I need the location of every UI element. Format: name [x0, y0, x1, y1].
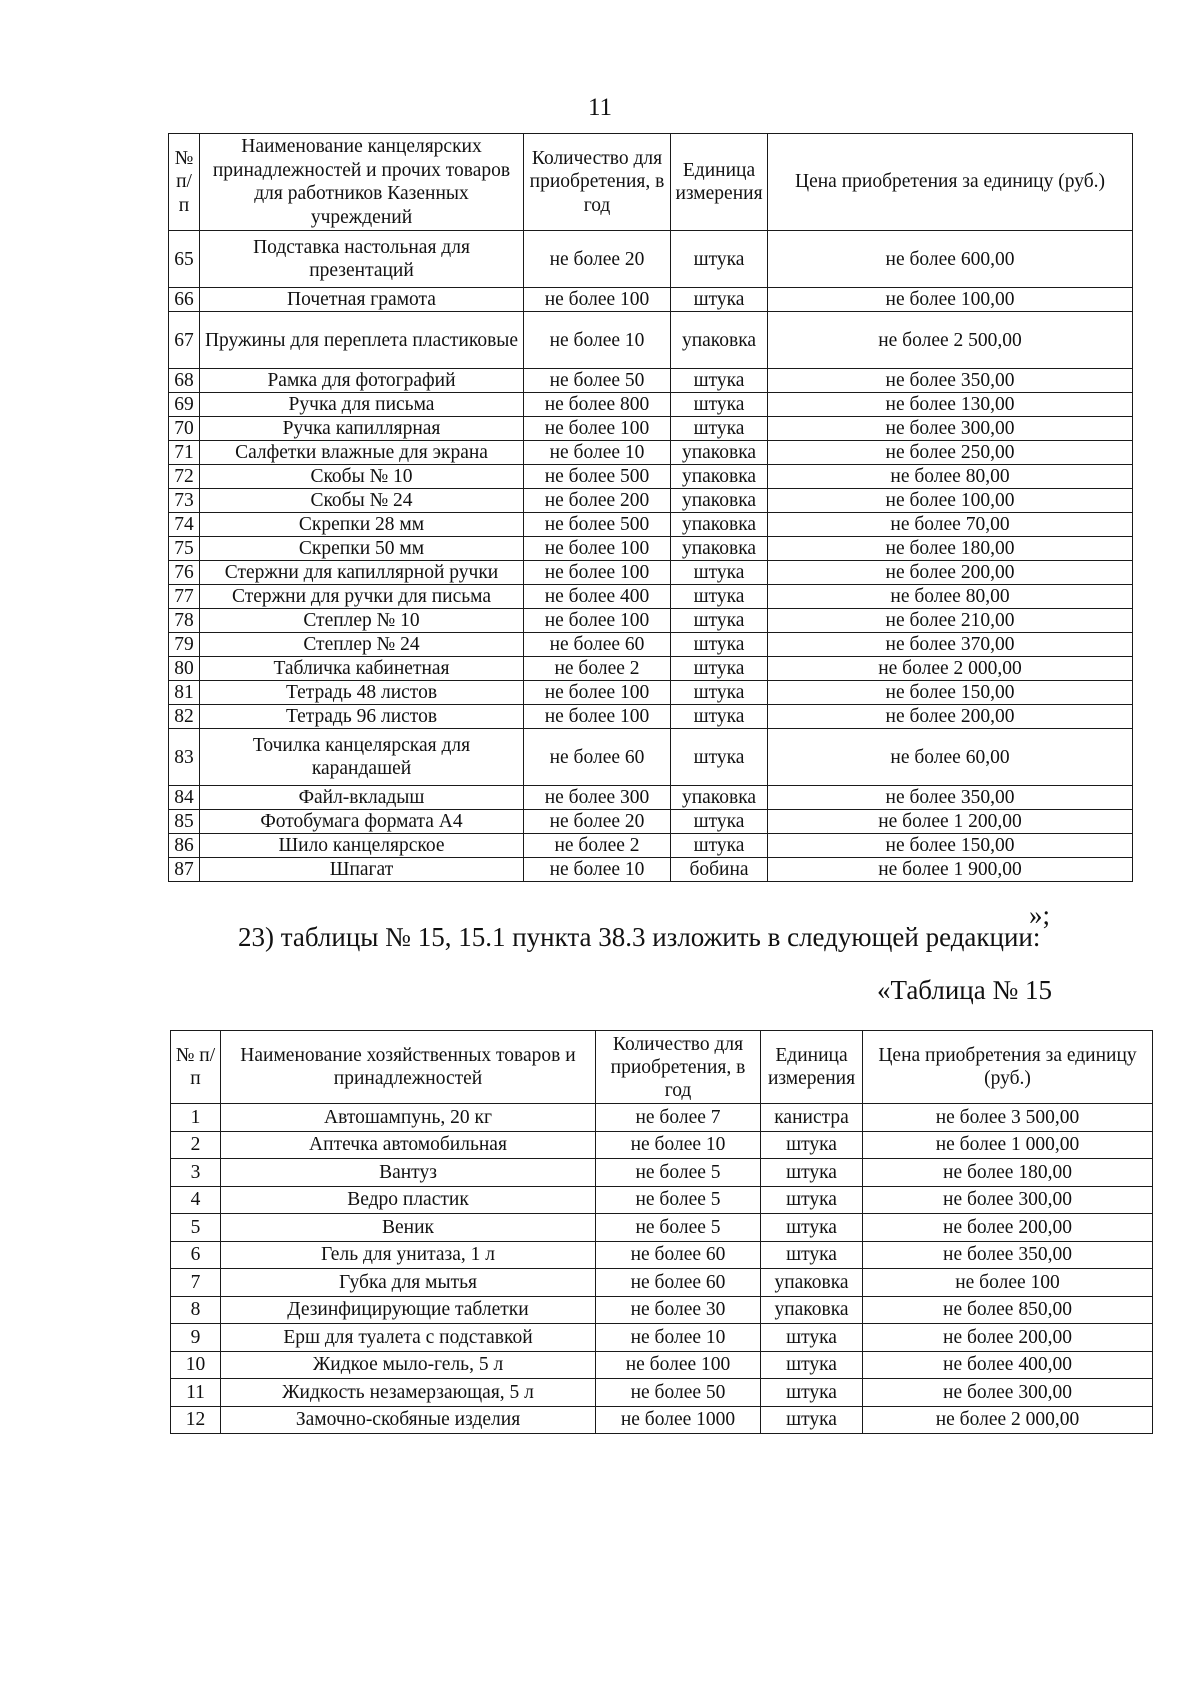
- cell-qty: не более 60: [596, 1269, 761, 1297]
- cell-num: 10: [171, 1351, 221, 1379]
- cell-num: 6: [171, 1241, 221, 1269]
- cell-name: Табличка кабинетная: [200, 657, 524, 681]
- table-row: [171, 1406, 1153, 1434]
- cell-num: 9: [171, 1324, 221, 1352]
- cell-num: 87: [169, 858, 200, 882]
- table-row: [169, 633, 1133, 657]
- table-header-row: [169, 134, 1133, 231]
- cell-price: не более 200,00: [768, 561, 1133, 585]
- table-row: [171, 1296, 1153, 1324]
- cell-unit: штука: [761, 1406, 863, 1434]
- cell-qty: не более 10: [524, 312, 671, 369]
- cell-price: не более 200,00: [768, 705, 1133, 729]
- cell-qty: не более 50: [524, 369, 671, 393]
- stationery-table: [168, 133, 1133, 882]
- cell-price: не более 100,00: [768, 489, 1133, 513]
- cell-name: Жидкость незамерзающая, 5 л: [221, 1379, 596, 1407]
- cell-price: не более 350,00: [768, 369, 1133, 393]
- table-row: [171, 1269, 1153, 1297]
- cell-num: 74: [169, 513, 200, 537]
- header-num: № п/п: [169, 134, 200, 231]
- cell-name: Степлер № 24: [200, 633, 524, 657]
- cell-unit: штука: [671, 729, 768, 786]
- header-num: № п/п: [171, 1031, 221, 1104]
- cell-num: 65: [169, 231, 200, 288]
- cell-price: не более 400,00: [863, 1351, 1153, 1379]
- cell-qty: не более 100: [524, 561, 671, 585]
- cell-name: Шпагат: [200, 858, 524, 882]
- cell-qty: не более 2: [524, 657, 671, 681]
- cell-unit: упаковка: [671, 513, 768, 537]
- cell-price: не более 200,00: [863, 1214, 1153, 1242]
- page-number: 11: [587, 94, 613, 121]
- cell-price: не более 370,00: [768, 633, 1133, 657]
- table-row: [169, 465, 1133, 489]
- cell-qty: не более 500: [524, 465, 671, 489]
- cell-unit: штука: [671, 369, 768, 393]
- cell-unit: штука: [671, 810, 768, 834]
- cell-qty: не более 30: [596, 1296, 761, 1324]
- cell-unit: штука: [761, 1379, 863, 1407]
- cell-num: 66: [169, 288, 200, 312]
- cell-unit: штука: [671, 609, 768, 633]
- cell-num: 81: [169, 681, 200, 705]
- cell-qty: не более 10: [596, 1324, 761, 1352]
- cell-qty: не более 2: [524, 834, 671, 858]
- cell-name: Пружины для переплета пластиковые: [200, 312, 524, 369]
- cell-unit: штука: [761, 1241, 863, 1269]
- cell-unit: канистра: [761, 1104, 863, 1132]
- cell-num: 7: [171, 1269, 221, 1297]
- table-row: [171, 1379, 1153, 1407]
- cell-price: не более 350,00: [863, 1241, 1153, 1269]
- cell-price: не более 2 000,00: [768, 657, 1133, 681]
- header-price: Цена приобретения за единицу (руб.): [863, 1031, 1153, 1104]
- cell-unit: штука: [671, 681, 768, 705]
- table-row: [169, 585, 1133, 609]
- cell-qty: не более 100: [596, 1351, 761, 1379]
- cell-price: не более 250,00: [768, 441, 1133, 465]
- cell-num: 8: [171, 1296, 221, 1324]
- cell-name: Гель для унитаза, 1 л: [221, 1241, 596, 1269]
- cell-unit: штука: [671, 705, 768, 729]
- cell-price: не более 70,00: [768, 513, 1133, 537]
- table-caption: «Таблица № 15: [877, 975, 1052, 1005]
- cell-unit: штука: [671, 417, 768, 441]
- cell-price: не более 100,00: [768, 288, 1133, 312]
- cell-unit: упаковка: [671, 786, 768, 810]
- cell-name: Аптечка автомобильная: [221, 1131, 596, 1159]
- cell-price: не более 210,00: [768, 609, 1133, 633]
- cell-name: Дезинфицирующие таблетки: [221, 1296, 596, 1324]
- cell-unit: упаковка: [761, 1296, 863, 1324]
- cell-name: Салфетки влажные для экрана: [200, 441, 524, 465]
- table-row: [169, 681, 1133, 705]
- cell-qty: не более 200: [524, 489, 671, 513]
- cell-name: Стержни для капиллярной ручки: [200, 561, 524, 585]
- header-qty: Количество для приобретения, в год: [596, 1031, 761, 1104]
- cell-qty: не более 10: [524, 858, 671, 882]
- table-row: [169, 657, 1133, 681]
- cell-price: не более 180,00: [768, 537, 1133, 561]
- cell-num: 82: [169, 705, 200, 729]
- cell-price: не более 300,00: [863, 1186, 1153, 1214]
- cell-name: Почетная грамота: [200, 288, 524, 312]
- cell-num: 5: [171, 1214, 221, 1242]
- cell-qty: не более 5: [596, 1159, 761, 1187]
- cell-num: 80: [169, 657, 200, 681]
- cell-unit: штука: [761, 1351, 863, 1379]
- cell-num: 79: [169, 633, 200, 657]
- table-row: [169, 312, 1133, 369]
- table-row: [171, 1351, 1153, 1379]
- table-row: [169, 858, 1133, 882]
- cell-qty: не более 60: [596, 1241, 761, 1269]
- header-name: Наименование канцелярских принадлежностей и прочих товаров для работников Казенных учреждений: [200, 134, 524, 231]
- closing-quote: »;: [1028, 900, 1050, 930]
- cell-unit: упаковка: [761, 1269, 863, 1297]
- table-row: [169, 393, 1133, 417]
- cell-num: 67: [169, 312, 200, 369]
- cell-name: Ручка капиллярная: [200, 417, 524, 441]
- cell-unit: упаковка: [671, 537, 768, 561]
- cell-qty: не более 100: [524, 609, 671, 633]
- table-row: [171, 1159, 1153, 1187]
- cell-qty: не более 5: [596, 1214, 761, 1242]
- household-goods-table: [170, 1030, 1153, 1434]
- header-price: Цена приобретения за единицу (руб.): [768, 134, 1133, 231]
- cell-num: 78: [169, 609, 200, 633]
- cell-unit: штука: [761, 1186, 863, 1214]
- cell-num: 83: [169, 729, 200, 786]
- table-row: [169, 231, 1133, 288]
- table-row: [169, 417, 1133, 441]
- cell-qty: не более 100: [524, 681, 671, 705]
- cell-name: Фотобумага формата А4: [200, 810, 524, 834]
- cell-unit: штука: [761, 1159, 863, 1187]
- cell-num: 68: [169, 369, 200, 393]
- cell-name: Скрепки 28 мм: [200, 513, 524, 537]
- cell-name: Ерш для туалета с подставкой: [221, 1324, 596, 1352]
- table-row: [169, 834, 1133, 858]
- cell-price: не более 300,00: [768, 417, 1133, 441]
- cell-num: 75: [169, 537, 200, 561]
- cell-unit: штука: [761, 1214, 863, 1242]
- cell-name: Жидкое мыло-гель, 5 л: [221, 1351, 596, 1379]
- cell-price: не более 150,00: [768, 681, 1133, 705]
- cell-num: 85: [169, 810, 200, 834]
- cell-name: Ручка для письма: [200, 393, 524, 417]
- cell-price: не более 850,00: [863, 1296, 1153, 1324]
- cell-num: 1: [171, 1104, 221, 1132]
- cell-name: Замочно-скобяные изделия: [221, 1406, 596, 1434]
- cell-price: не более 600,00: [768, 231, 1133, 288]
- cell-price: не более 80,00: [768, 465, 1133, 489]
- cell-num: 77: [169, 585, 200, 609]
- amendment-paragraph: 23) таблицы № 15, 15.1 пункта 38.3 изложить в следующей редакции:: [238, 922, 1041, 952]
- cell-price: не более 200,00: [863, 1324, 1153, 1352]
- cell-qty: не более 300: [524, 786, 671, 810]
- cell-unit: штука: [671, 585, 768, 609]
- cell-num: 11: [171, 1379, 221, 1407]
- cell-name: Степлер № 10: [200, 609, 524, 633]
- cell-qty: не более 20: [524, 231, 671, 288]
- table-row: [171, 1186, 1153, 1214]
- cell-price: не более 150,00: [768, 834, 1133, 858]
- cell-num: 70: [169, 417, 200, 441]
- cell-name: Веник: [221, 1214, 596, 1242]
- header-unit: Единица измерения: [671, 134, 768, 231]
- cell-unit: бобина: [671, 858, 768, 882]
- cell-name: Тетрадь 48 листов: [200, 681, 524, 705]
- table-row: [169, 729, 1133, 786]
- cell-unit: упаковка: [671, 489, 768, 513]
- cell-qty: не более 100: [524, 417, 671, 441]
- cell-price: не более 1 900,00: [768, 858, 1133, 882]
- cell-num: 86: [169, 834, 200, 858]
- cell-unit: упаковка: [671, 312, 768, 369]
- cell-qty: не более 500: [524, 513, 671, 537]
- cell-qty: не более 20: [524, 810, 671, 834]
- cell-price: не более 2 000,00: [863, 1406, 1153, 1434]
- cell-price: не более 130,00: [768, 393, 1133, 417]
- cell-name: Автошампунь, 20 кг: [221, 1104, 596, 1132]
- table-row: [169, 537, 1133, 561]
- cell-name: Подставка настольная для презентаций: [200, 231, 524, 288]
- cell-unit: штука: [671, 561, 768, 585]
- table-row: [169, 786, 1133, 810]
- cell-qty: не более 100: [524, 537, 671, 561]
- table-row: [169, 609, 1133, 633]
- cell-price: не более 180,00: [863, 1159, 1153, 1187]
- table-row: [171, 1214, 1153, 1242]
- cell-qty: не более 800: [524, 393, 671, 417]
- cell-num: 3: [171, 1159, 221, 1187]
- cell-name: Файл-вкладыш: [200, 786, 524, 810]
- cell-num: 72: [169, 465, 200, 489]
- cell-unit: штука: [671, 288, 768, 312]
- cell-qty: не более 100: [524, 705, 671, 729]
- table-row: [169, 513, 1133, 537]
- table-header-row: [171, 1031, 1153, 1104]
- cell-name: Скрепки 50 мм: [200, 537, 524, 561]
- table-row: [171, 1241, 1153, 1269]
- cell-price: не более 2 500,00: [768, 312, 1133, 369]
- cell-unit: штука: [671, 633, 768, 657]
- cell-name: Скобы № 10: [200, 465, 524, 489]
- cell-unit: штука: [761, 1324, 863, 1352]
- table-row: [169, 288, 1133, 312]
- cell-name: Тетрадь 96 листов: [200, 705, 524, 729]
- table-row: [169, 441, 1133, 465]
- cell-qty: не более 100: [524, 288, 671, 312]
- cell-qty: не более 10: [596, 1131, 761, 1159]
- cell-num: 12: [171, 1406, 221, 1434]
- cell-price: не более 3 500,00: [863, 1104, 1153, 1132]
- cell-num: 84: [169, 786, 200, 810]
- cell-unit: штука: [671, 231, 768, 288]
- cell-price: не более 80,00: [768, 585, 1133, 609]
- table-row: [169, 561, 1133, 585]
- cell-unit: упаковка: [671, 465, 768, 489]
- header-qty: Количество для приобретения, в год: [524, 134, 671, 231]
- cell-price: не более 350,00: [768, 786, 1133, 810]
- cell-qty: не более 60: [524, 633, 671, 657]
- header-unit: Единица измерения: [761, 1031, 863, 1104]
- table-row: [171, 1104, 1153, 1132]
- cell-price: не более 300,00: [863, 1379, 1153, 1407]
- cell-name: Рамка для фотографий: [200, 369, 524, 393]
- cell-name: Точилка канцелярская для карандашей: [200, 729, 524, 786]
- cell-price: не более 100: [863, 1269, 1153, 1297]
- cell-unit: упаковка: [671, 441, 768, 465]
- cell-qty: не более 5: [596, 1186, 761, 1214]
- cell-qty: не более 1000: [596, 1406, 761, 1434]
- cell-name: Стержни для ручки для письма: [200, 585, 524, 609]
- cell-num: 4: [171, 1186, 221, 1214]
- cell-num: 73: [169, 489, 200, 513]
- cell-qty: не более 400: [524, 585, 671, 609]
- cell-price: не более 1 000,00: [863, 1131, 1153, 1159]
- table-row: [169, 705, 1133, 729]
- table-row: [169, 489, 1133, 513]
- cell-name: Шило канцелярское: [200, 834, 524, 858]
- header-name: Наименование хозяйственных товаров и принадлежностей: [221, 1031, 596, 1104]
- table-row: [171, 1131, 1153, 1159]
- cell-unit: штука: [671, 834, 768, 858]
- table-row: [169, 810, 1133, 834]
- cell-unit: штука: [671, 657, 768, 681]
- table-row: [169, 369, 1133, 393]
- cell-qty: не более 10: [524, 441, 671, 465]
- cell-qty: не более 50: [596, 1379, 761, 1407]
- cell-unit: штука: [761, 1131, 863, 1159]
- cell-name: Губка для мытья: [221, 1269, 596, 1297]
- cell-num: 69: [169, 393, 200, 417]
- cell-num: 71: [169, 441, 200, 465]
- cell-unit: штука: [671, 393, 768, 417]
- cell-name: Ведро пластик: [221, 1186, 596, 1214]
- cell-qty: не более 60: [524, 729, 671, 786]
- cell-qty: не более 7: [596, 1104, 761, 1132]
- cell-price: не более 60,00: [768, 729, 1133, 786]
- cell-name: Скобы № 24: [200, 489, 524, 513]
- cell-price: не более 1 200,00: [768, 810, 1133, 834]
- cell-name: Вантуз: [221, 1159, 596, 1187]
- table-row: [171, 1324, 1153, 1352]
- cell-num: 2: [171, 1131, 221, 1159]
- cell-num: 76: [169, 561, 200, 585]
